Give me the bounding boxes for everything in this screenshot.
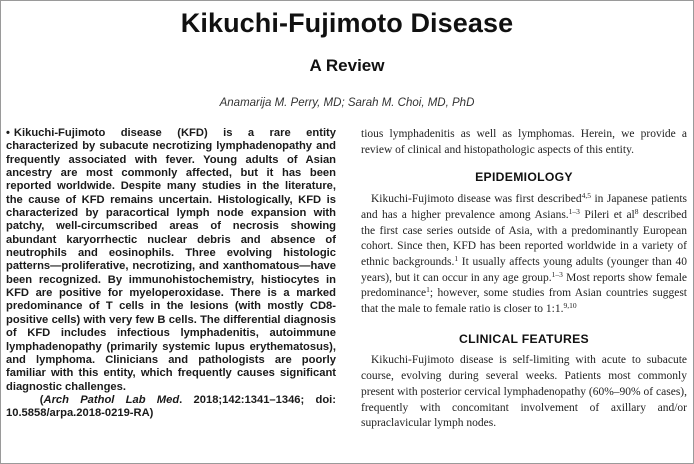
citation-details: . 2018;142:1341–1346; doi: 10.5858/arpa.2018-0219-RA) bbox=[6, 393, 337, 420]
intro-continuation: tious lymphadenitis as well as lymphomas. Herein, we provide a review of clinical and histopathologic aspects of this entity. bbox=[361, 128, 687, 156]
citation-open: ( bbox=[39, 393, 44, 406]
clinical-features-paragraph: Kikuchi-Fujimoto disease is self-limiting with acute to subacute course, evolving during several weeks. Patients most commonly present with posterior cervical lymphadenopathy (60%–90% of cases), frequently with concomitant involvement of axillary and/or supraclavicular lymph nodes. bbox=[361, 354, 687, 430]
abstract bbox=[6, 127, 336, 421]
citation-journal: Arch Pathol Lab Med bbox=[43, 393, 180, 406]
clinical-features-heading: CLINICAL FEATURES bbox=[459, 331, 589, 346]
epi-text-5: It usually affects young adults (younger than 40 years), but it can occur in any age group. bbox=[361, 255, 687, 284]
epi-text-4: described the first case series outside of Asia, with a predominantly European cohort. Since then, KFD has been reported worldwide in a variety of ethnic backgrounds. bbox=[361, 208, 687, 268]
epi-ref-7[interactable]: 9,10 bbox=[563, 301, 577, 311]
epi-ref-5[interactable]: 1–3 bbox=[551, 269, 563, 279]
epi-text-3: Pileri et al bbox=[579, 208, 635, 221]
epi-text-2: in Japanese patients and has a higher prevalence among Asians. bbox=[361, 193, 687, 221]
abstract-bullet: • bbox=[6, 127, 10, 139]
epi-text-6: Most reports show female predominance bbox=[361, 271, 687, 300]
epi-text-7: ; however, some studies from Asian countries suggest that the male to female ratio is closer to 1:1. bbox=[361, 287, 687, 316]
article-subtitle: A Review bbox=[309, 56, 385, 75]
epi-ref-2[interactable]: 1–3 bbox=[568, 206, 580, 216]
epi-ref-4[interactable]: 1 bbox=[454, 253, 459, 263]
epi-ref-3[interactable]: 8 bbox=[634, 206, 639, 216]
epi-ref-1[interactable]: 4,5 bbox=[581, 191, 591, 201]
right-column bbox=[361, 127, 687, 432]
epi-text-1: Kikuchi-Fujimoto disease was first described bbox=[371, 193, 582, 206]
article-title: Kikuchi-Fujimoto Disease bbox=[180, 8, 514, 38]
abstract-citation bbox=[6, 394, 336, 419]
author-list: Anamarija M. Perry, MD; Sarah M. Choi, MD, PhD bbox=[219, 97, 475, 109]
epidemiology-heading: EPIDEMIOLOGY bbox=[475, 170, 573, 185]
epi-ref-6[interactable]: 1 bbox=[426, 285, 430, 295]
abstract-body: Kikuchi-Fujimoto disease (KFD) is a rare entity characterized by subacute necrotizing lymphadenopathy and frequently associated with fever. Young adults of Asian ancestry are most commonly affected, but it has been reported worldwide. Despite many studies in the literature, the cause of KFD remains uncertain. Histologically, KFD is characterized by paracortical lymph node expansion with patchy, well-circumscribed areas of necrosis showing abundant karyorrhectic nuclear debris and absence of neutrophils and eosinophils. Three evolving histologic patterns—proliferative, necrotizing, and xanthomatous—have been recognized. By immunohistochemistry, histiocytes in KFD are positive for myeloperoxidase. There is a marked predominance of T cells in the lesions (with mostly CD8-positive cells) with very few B cells. The differential diagnosis of KFD includes infectious lymphadenitis, autoimmune lymphadenopathy (primarily systemic lupus erythematosus), and lymphoma. Clinicians and pathologists are poorly familiar with this entity, which frequently causes significant diagnostic challenges. bbox=[6, 127, 336, 393]
epidemiology-paragraph bbox=[361, 192, 687, 318]
